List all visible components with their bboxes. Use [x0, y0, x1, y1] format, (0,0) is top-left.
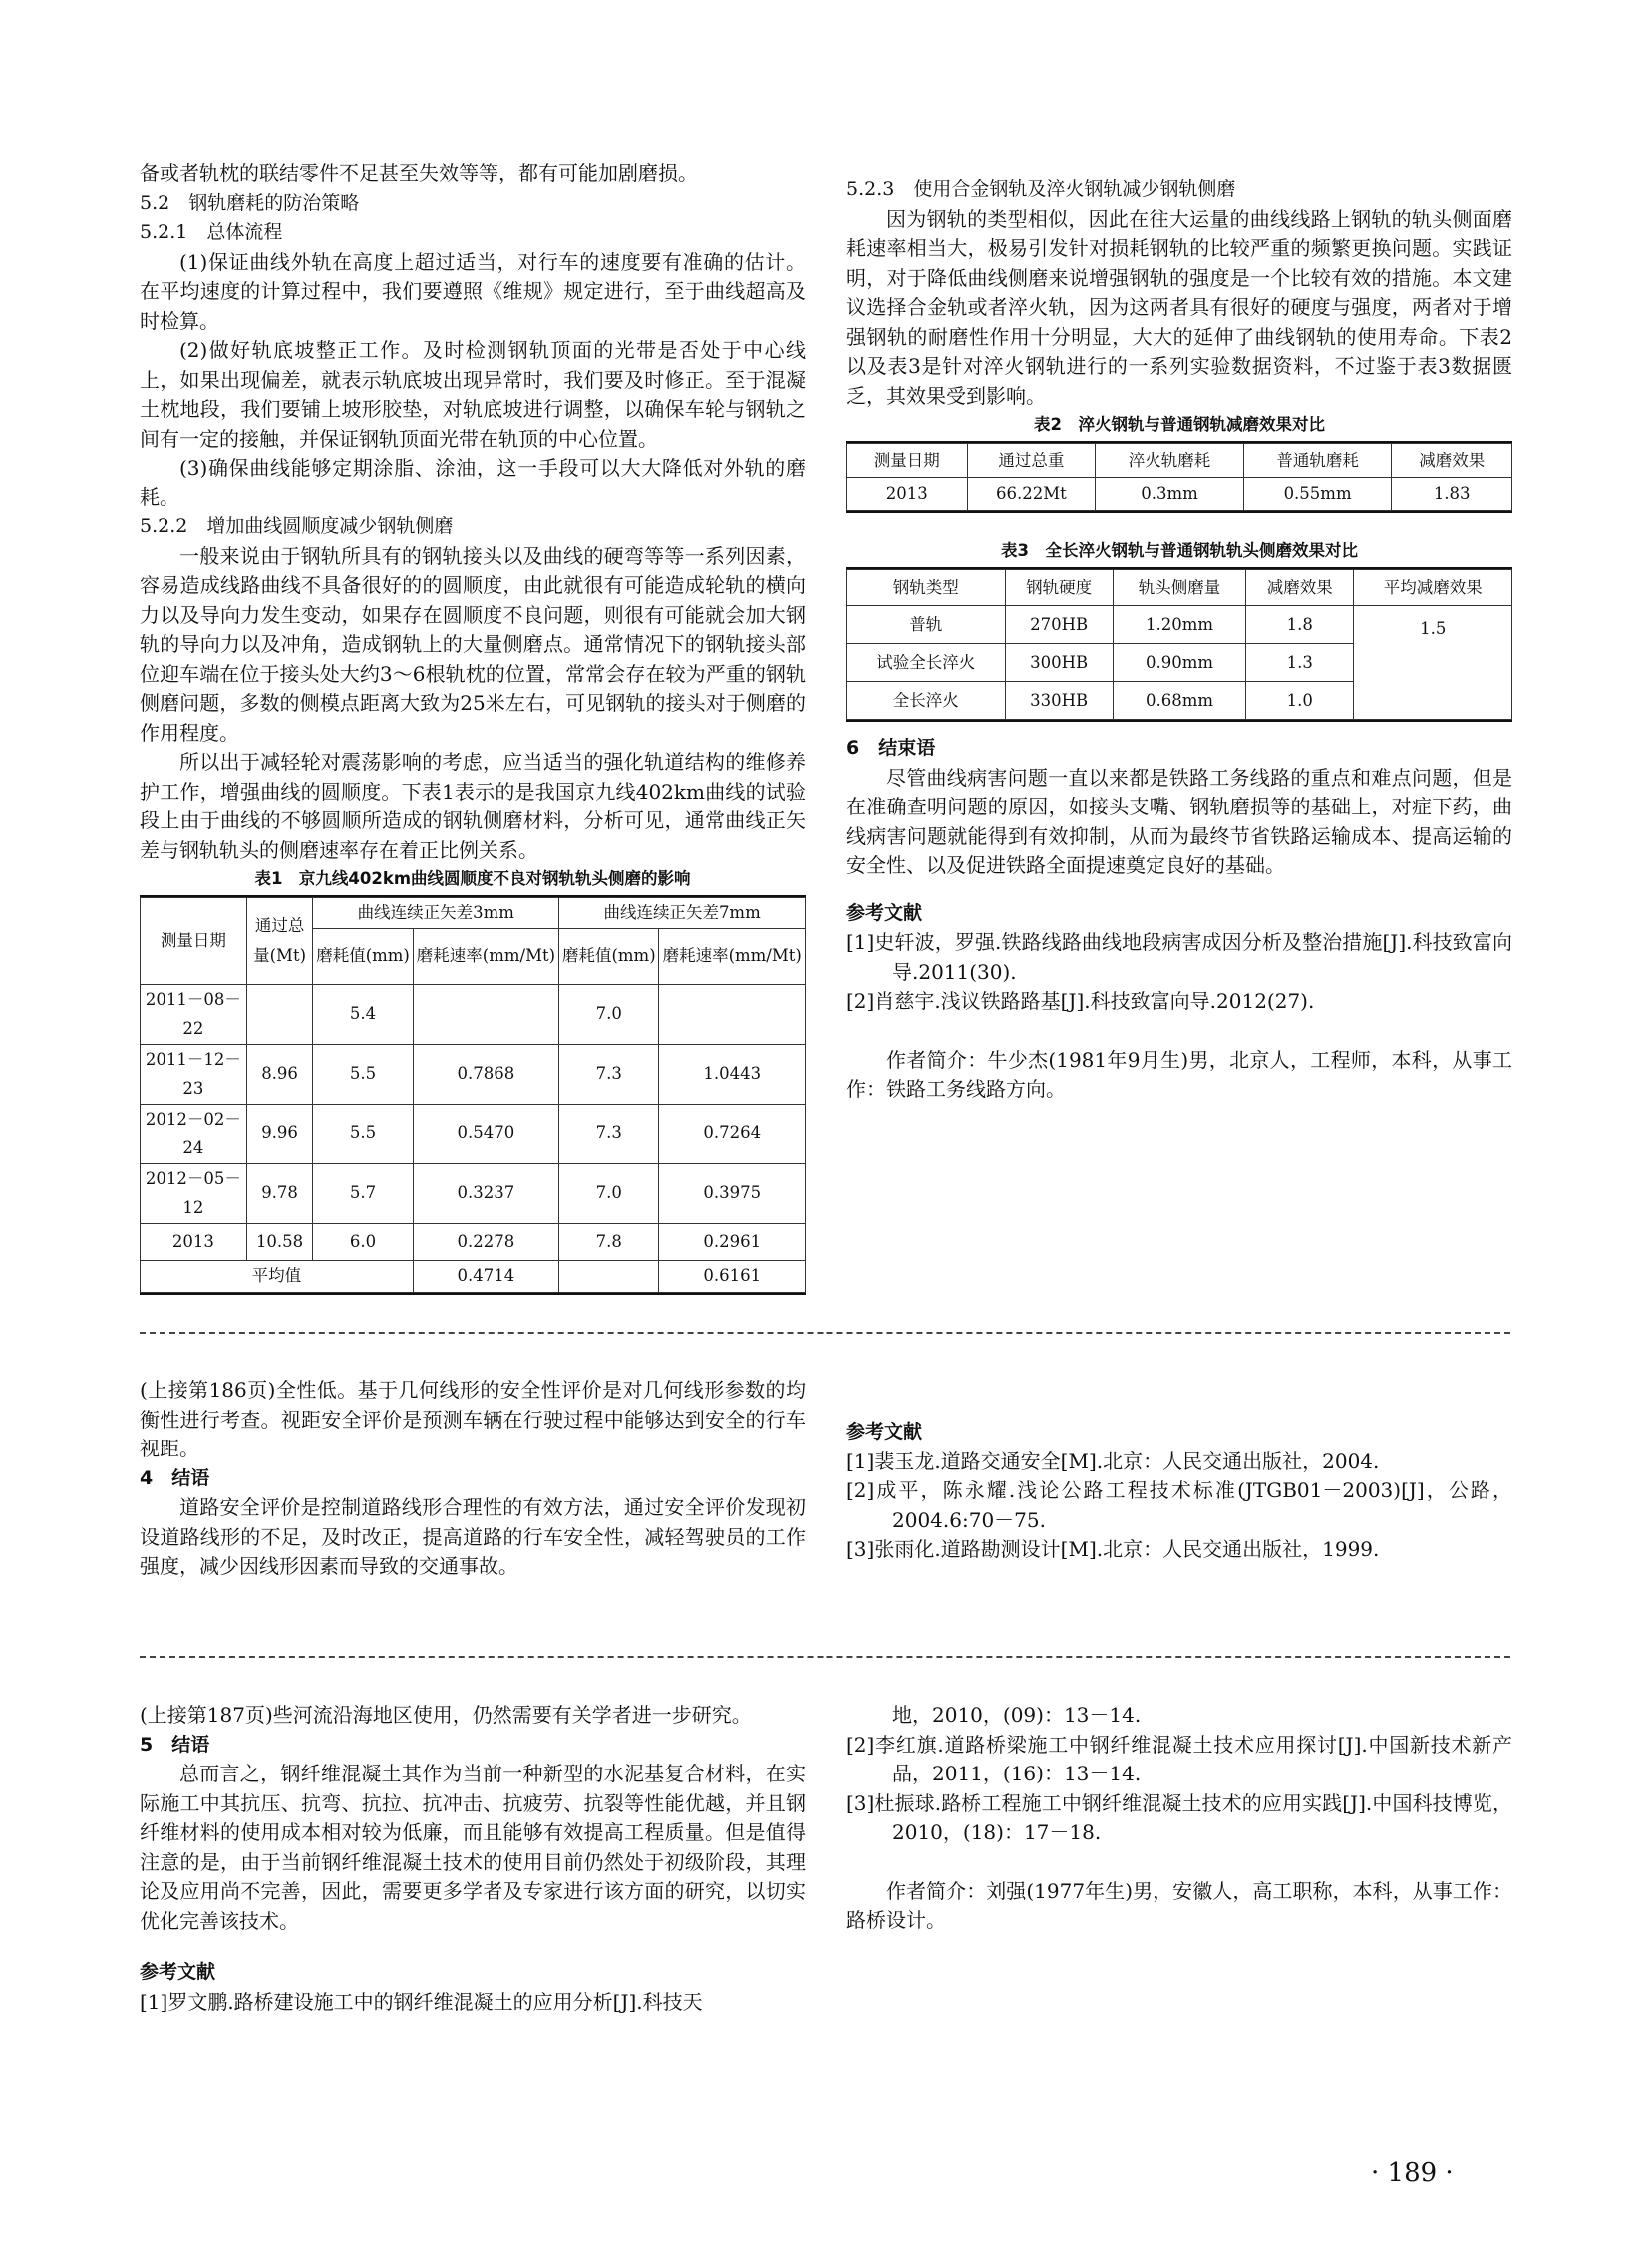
paragraph: 总而言之，钢纤维混凝土其作为当前一种新型的水泥基复合材料，在实际施工中其抗压、抗弯、抗拉、抗冲击、抗疲劳、抗裂等性能优越，并且钢纤维材料的使用成本相对较为低廉，而且能够有效提高工程质量。但是值得注意的是，由于当前钢纤维混凝土技术的使用目前仍然处于初级阶段，其理论及应用尚不完善，因此，需要更多学者及专家进行该方面的研究，以切实优化完善该技术。 — [140, 1762, 806, 1933]
references-title: 参考文献 — [846, 1421, 923, 1443]
table-header: 平均减磨效果 — [1354, 570, 1512, 606]
paragraph: 尽管曲线病害问题一直以来都是铁路工务线路的重点和难点问题，但是在准确查明问题的原因，如接头支嘴、钢轨磨损等的基础上，对症下药，曲线病害问题就能得到有效抑制，从而为最终节省铁路运输成本、提高运输的安全性、以及促进铁路全面提速奠定良好的基础。 — [846, 765, 1512, 877]
table-cell: 1.3 — [1246, 644, 1354, 682]
table-cell: 1.20mm — [1113, 606, 1245, 644]
table-cell: 0.90mm — [1113, 644, 1245, 682]
table-cell: 1.83 — [1392, 478, 1512, 511]
section-heading: 5.2.2 增加曲线圆顺度减少钢轨侧磨 — [140, 515, 454, 537]
table-cell: 270HB — [1005, 606, 1113, 644]
top-right-column — [846, 175, 1512, 1105]
table-row — [141, 1044, 806, 1104]
reference-continuation: 地，2010，(09)：13－14. — [892, 1703, 1142, 1727]
table-cell: 0.5470 — [413, 1104, 559, 1163]
table-cell: 1.0 — [1246, 682, 1354, 720]
table-2 — [846, 441, 1512, 513]
reference-item: [2]肖慈宇.浅议铁路路基[J].科技致富向导.2012(27). — [846, 989, 1315, 1013]
table-cell: 0.2278 — [413, 1223, 559, 1260]
middle-right-column — [846, 1418, 1512, 1565]
table-cell: 0.3mm — [1096, 478, 1244, 511]
table-cell: 300HB — [1005, 644, 1113, 682]
table-cell: 2011－12－23 — [141, 1044, 247, 1104]
table-cell: 5.4 — [313, 984, 413, 1044]
table-cell: 7.0 — [559, 1163, 659, 1223]
table-cell: 66.22Mt — [967, 478, 1096, 511]
paragraph: 因为钢轨的类型相似，因此在往大运量的曲线线路上钢轨的轨头侧面磨耗速率相当大，极易引发针对损耗钢轨的比较严重的频繁更换问题。实践证明，对于降低曲线侧磨来说增强钢轨的强度是一个比较有效的措施。本文建议选择合金轨或者淬火轨，因为这两者具有很好的硬度与强度，两者对于增强钢轨的耐磨性作用十分明显，大大的延伸了曲线钢轨的使用寿命。下表2以及表3是针对淬火钢轨进行的一系列实验数据资料，不过鉴于表3数据匮乏，其效果受到影响。 — [846, 206, 1512, 408]
reference-item: [3]杜振球.路桥工程施工中钢纤维混凝土技术的应用实践[J].中国科技博览，2010，(18)：17－18. — [846, 1790, 1512, 1844]
table-cell: 7.8 — [559, 1223, 659, 1260]
table-cell: 0.3237 — [413, 1163, 559, 1223]
paragraph: 所以出于减轻轮对震荡影响的考虑，应当适当的强化轨道结构的维修养护工作，增强曲线的圆顺度。下表1表示的是我国京九线402km曲线的试验段上由于曲线的不够圆顺所造成的钢轨侧磨材料，分析可见，通常曲线正矢差与钢轨轨头的侧磨速率存在着正比例关系。 — [140, 750, 806, 862]
table-cell: 试验全长淬火 — [847, 644, 1006, 682]
table-cell: 全长淬火 — [847, 682, 1006, 720]
section-heading: 4 结语 — [140, 1466, 210, 1489]
table-cell: 0.3975 — [659, 1163, 806, 1223]
table-header: 钢轨类型 — [847, 570, 1006, 606]
section-divider — [140, 1332, 1510, 1334]
table-cell — [246, 984, 313, 1044]
author-bio: 作者简介：刘强(1977年生)男，安徽人，高工职称，本科，从事工作：路桥设计。 — [846, 1878, 1512, 1932]
section-heading: 5.2.3 使用合金钢轨及淬火钢轨减少钢轨侧磨 — [846, 178, 1236, 200]
section-heading: 5.2.1 总体流程 — [140, 221, 283, 243]
table-cell: 5.5 — [313, 1044, 413, 1104]
table-header: 钢轨硬度 — [1005, 570, 1113, 606]
table-caption: 表3 全长淬火钢轨与普通钢轨轨头侧磨效果对比 — [1001, 541, 1358, 560]
bottom-right-column — [846, 1701, 1512, 1936]
reference-item: [1]裴玉龙.道路交通安全[M].北京：人民交通出版社，2004. — [846, 1448, 1380, 1473]
table-cell: 5.5 — [313, 1104, 413, 1163]
table-cell: 平均值 — [141, 1260, 414, 1292]
table-cell: 2012－02－24 — [141, 1104, 247, 1163]
paragraph: (3)确保曲线能够定期涂脂、涂油，这一手段可以大大降低对外轨的磨耗。 — [140, 456, 806, 509]
paragraph: (上接第186页)全性低。基于几何线形的安全性评价是对几何线形参数的均衡性进行考查。视距安全评价是预测车辆在行驶过程中能够达到安全的行车视距。 — [140, 1378, 806, 1460]
table-row — [141, 1223, 806, 1260]
table-header: 磨耗值(mm) — [313, 928, 413, 984]
page-number: · 189 · — [1371, 2158, 1454, 2188]
table-cell: 9.96 — [246, 1104, 313, 1163]
table-row — [141, 984, 806, 1044]
table-caption: 表1 京九线402km曲线圆顺度不良对钢轨轨头侧磨的影响 — [254, 869, 691, 888]
author-bio: 作者简介：牛少杰(1981年9月生)男，北京人，工程师，本科，从事工作：铁路工务线路方向。 — [846, 1047, 1512, 1101]
table-cell: 2013 — [141, 1223, 247, 1260]
table-3 — [846, 567, 1512, 722]
table-cell: 0.7264 — [659, 1104, 806, 1163]
bottom-left-column — [140, 1701, 806, 2017]
table-cell: 2013 — [847, 478, 968, 511]
table-cell: 0.2961 — [659, 1223, 806, 1260]
table-cell: 1.8 — [1246, 606, 1354, 644]
table-row — [847, 606, 1512, 644]
table-row — [141, 1260, 806, 1292]
table-cell: 0.4714 — [413, 1260, 559, 1292]
paragraph: 一般来说由于钢轨所具有的钢轨接头以及曲线的硬弯等等一系列因素，容易造成线路曲线不具备很好的的圆顺度，由此就很有可能造成轮轨的横向力以及导向力发生变动，如果存在圆顺度不良问题，则很有可能就会加大钢轨的导向力以及冲角，造成钢轨上的大量侧磨点。通常情况下的钢轨接头部位迎车端在位于接头处大约3～6根轨枕的位置，常常会存在较为严重的钢轨侧磨问题，多数的侧模点距离大致为25米左右，可见钢轨的接头对于侧磨的作用程度。 — [140, 543, 806, 745]
top-left-column — [140, 160, 806, 1295]
table-header: 减磨效果 — [1392, 444, 1512, 478]
table-cell: 0.7868 — [413, 1044, 559, 1104]
reference-item: [1]罗文鹏.路桥建设施工中的钢纤维混凝土的应用分析[J].科技天 — [140, 1989, 703, 2014]
table-cell: 6.0 — [313, 1223, 413, 1260]
paragraph: 道路安全评价是控制道路线形合理性的有效方法，通过安全评价发现初设道路线形的不足，及时改正，提高道路的行车安全性，减轻驾驶员的工作强度，减少因线形因素而导致的交通事故。 — [140, 1495, 806, 1578]
table-cell: 2012－05－12 — [141, 1163, 247, 1223]
middle-left-column — [140, 1376, 806, 1582]
table-header: 淬火轨磨耗 — [1096, 444, 1244, 478]
reference-item: [2]李红旗.道路桥梁施工中钢纤维混凝土技术应用探讨[J].中国新技术新产品，2011，(16)：13－14. — [846, 1732, 1512, 1785]
paragraph: (上接第187页)些河流沿海地区使用，仍然需要有关学者进一步研究。 — [140, 1703, 752, 1727]
table-row — [847, 478, 1512, 511]
table-header: 磨耗速率(mm/Mt) — [413, 928, 559, 984]
table-cell: 0.6161 — [659, 1260, 806, 1292]
table-cell: 5.7 — [313, 1163, 413, 1223]
table-cell — [559, 1260, 659, 1292]
section-divider — [140, 1656, 1510, 1658]
table-header: 测量日期 — [141, 898, 247, 985]
table-cell — [413, 984, 559, 1044]
reference-item: [2]成平，陈永耀.浅论公路工程技术标准(JTGB01－2003)[J]，公路，2004.6:70－75. — [846, 1478, 1512, 1532]
table-header: 测量日期 — [847, 444, 968, 478]
paragraph: (2)做好轨底坡整正工作。及时检测钢轨顶面的光带是否处于中心线上，如果出现偏差，就表示轨底坡出现异常时，我们要及时修正。至于混凝土枕地段，我们要铺上坡形胶垫，对轨底坡进行调整，以确保车轮与钢轨之间有一定的接触，并保证钢轨顶面光带在轨顶的中心位置。 — [140, 338, 806, 451]
table-cell: 普轨 — [847, 606, 1006, 644]
table-header: 曲线连续正矢差3mm — [313, 898, 559, 929]
table-cell: 7.0 — [559, 984, 659, 1044]
table-header: 磨耗速率(mm/Mt) — [659, 928, 806, 984]
table-cell: 330HB — [1005, 682, 1113, 720]
table-header: 曲线连续正矢差7mm — [559, 898, 806, 929]
section-heading: 5.2 钢轨磨耗的防治策略 — [140, 191, 360, 214]
table-header: 通过总量(Mt) — [246, 898, 313, 985]
table-cell: 7.3 — [559, 1104, 659, 1163]
section-heading: 5 结语 — [140, 1733, 210, 1756]
table-cell: 0.55mm — [1243, 478, 1392, 511]
reference-item: [1]史轩波，罗强.铁路线路曲线地段病害成因分析及整治措施[J].科技致富向导.2011(30). — [846, 930, 1512, 984]
paragraph: (1)保证曲线外轨在高度上超过适当，对行车的速度要有准确的估计。在平均速度的计算过程中，我们要遵照《维规》规定进行，至于曲线超高及时检算。 — [140, 249, 806, 333]
table-header: 通过总重 — [967, 444, 1096, 478]
table-cell — [659, 984, 806, 1044]
table-header: 磨耗值(mm) — [559, 928, 659, 984]
table-cell: 10.58 — [246, 1223, 313, 1260]
table-cell: 0.68mm — [1113, 682, 1245, 720]
section-heading: 6 结束语 — [846, 737, 936, 759]
table-1 — [140, 895, 806, 1295]
table-header: 减磨效果 — [1246, 570, 1354, 606]
table-cell: 9.78 — [246, 1163, 313, 1223]
table-caption: 表2 淬火钢轨与普通钢轨减磨效果对比 — [1034, 415, 1325, 434]
table-cell: 1.0443 — [659, 1044, 806, 1104]
table-cell: 8.96 — [246, 1044, 313, 1104]
paragraph: 备或者轨枕的联结零件不足甚至失效等等，都有可能加剧磨损。 — [140, 161, 698, 185]
table-cell: 7.3 — [559, 1044, 659, 1104]
table-row — [141, 1163, 806, 1223]
table-header: 轨头侧磨量 — [1113, 570, 1245, 606]
references-title: 参考文献 — [846, 901, 923, 924]
reference-item: [3]张雨化.道路勘测设计[M].北京：人民交通出版社，1999. — [846, 1537, 1380, 1561]
table-row — [141, 1104, 806, 1163]
table-header: 普通轨磨耗 — [1243, 444, 1392, 478]
table-cell: 2011－08－22 — [141, 984, 247, 1044]
table-cell: 1.5 — [1354, 606, 1512, 720]
references-title: 参考文献 — [140, 1961, 216, 1983]
